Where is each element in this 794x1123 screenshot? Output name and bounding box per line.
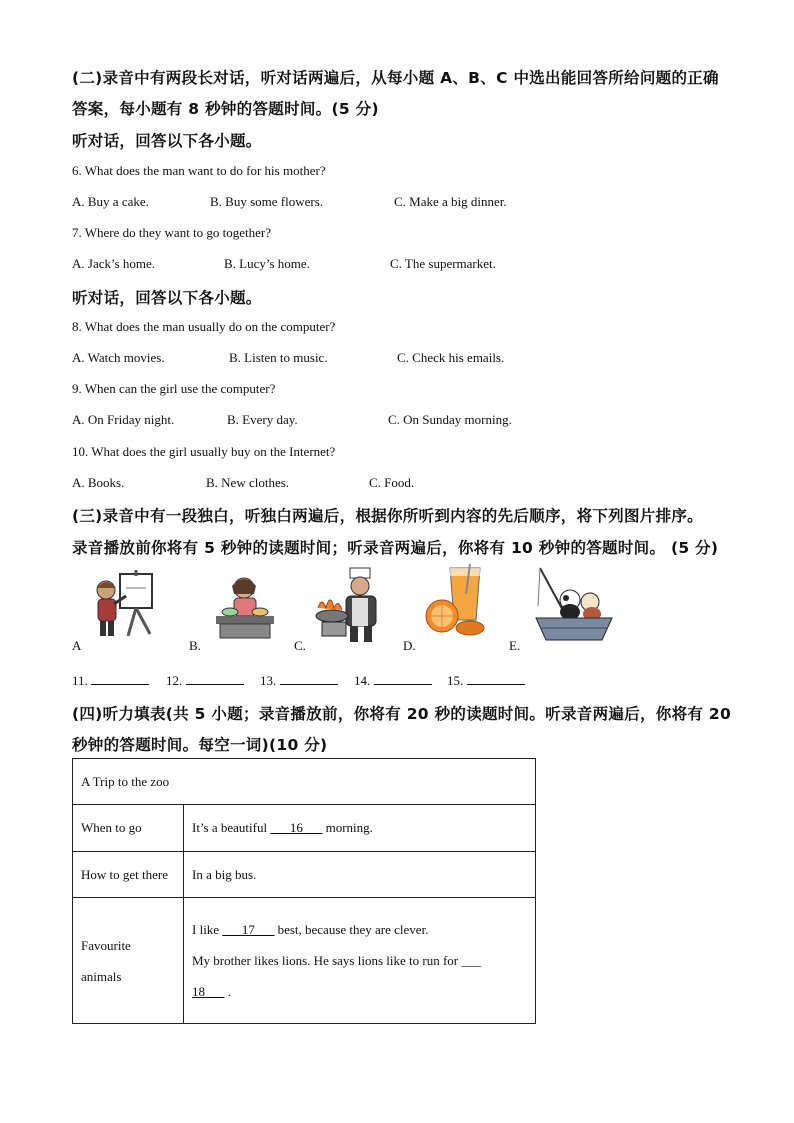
- question-6: 6. What does the man want to do for his mother?: [72, 163, 326, 178]
- section2-heading-line1: (二)录音中有两段长对话，听对话两遍后，从每小题 A、B、C 中选出能回答所给问题的正确: [72, 69, 719, 87]
- section2-heading-line2: 答案，每小题有 8 秒钟的答题时间。(5 分): [72, 100, 379, 118]
- question-9: 9. When can the girl use the computer?: [72, 381, 276, 396]
- answer-blank-16[interactable]: ___16___: [270, 820, 323, 835]
- row-label-animals: Favourite animals: [73, 898, 184, 1024]
- orange-juice-icon: [420, 564, 492, 642]
- picture-label-e: E.: [509, 638, 521, 653]
- section3-heading-line2: 录音播放前你将有 5 秒钟的读题时间；听录音两遍后，你将有 10 秒钟的答题时间。 (5 分): [72, 539, 719, 557]
- q8-option-a: A. Watch movies.: [72, 350, 165, 365]
- q10-option-b: B. New clothes.: [206, 475, 290, 490]
- table-title: A Trip to the zoo: [73, 759, 536, 805]
- q6-option-a: A. Buy a cake.: [72, 194, 149, 209]
- question-8: 8. What does the man usually do on the computer?: [72, 319, 336, 334]
- answer-blank-15[interactable]: 15.: [447, 672, 525, 689]
- q7-option-a: A. Jack’s home.: [72, 256, 156, 271]
- q6-option-b: B. Buy some flowers.: [210, 194, 324, 209]
- q8-option-c: C. Check his emails.: [397, 350, 505, 365]
- animals-boat-icon: [530, 566, 616, 650]
- chef-cooking-icon: [312, 566, 384, 648]
- q10-option-a: A. Books.: [72, 475, 125, 490]
- row-label-when: When to go: [73, 805, 184, 852]
- q7-option-b: B. Lucy’s home.: [224, 256, 310, 271]
- answer-blank-18[interactable]: 18___: [192, 984, 225, 999]
- q10-option-c: C. Food.: [369, 475, 415, 490]
- row-value-how: In a big bus.: [184, 852, 536, 898]
- section3-heading-line1: (三)录音中有一段独白，听独白两遍后，根据你所听到内容的先后顺序，将下列图片排序。: [72, 507, 703, 525]
- q9-option-c: C. On Sunday morning.: [388, 412, 512, 427]
- picture-label-b: B.: [189, 638, 201, 653]
- q9-option-b: B. Every day.: [227, 412, 298, 427]
- girl-painting-icon: [90, 568, 160, 644]
- row-label-how: How to get there: [73, 852, 184, 898]
- trip-info-table: [72, 758, 536, 1024]
- q9-option-a: A. On Friday night.: [72, 412, 175, 427]
- dialog2-intro: 听对话，回答以下各小题。: [72, 289, 262, 307]
- row-value-when: It’s a beautiful ___16___ morning.: [184, 805, 536, 852]
- answer-blank-14[interactable]: 14.: [354, 672, 432, 689]
- picture-label-d: D.: [403, 638, 416, 653]
- q6-option-c: C. Make a big dinner.: [394, 194, 507, 209]
- question-10: 10. What does the girl usually buy on the Internet?: [72, 444, 336, 459]
- girl-cooking-icon: [210, 572, 280, 646]
- answer-blank-13[interactable]: 13.: [260, 672, 338, 689]
- row-value-animals: I like ___17___ best, because they are clever. My brother likes lions. He says lions like to run for ___ 18___ .: [184, 898, 536, 1024]
- question-7: 7. Where do they want to go together?: [72, 225, 272, 240]
- picture-label-a: A: [72, 638, 82, 653]
- section4-heading-line2: 秒钟的答题时间。每空一词)(10 分): [72, 736, 328, 754]
- answer-blank-12[interactable]: 12.: [166, 672, 244, 689]
- q8-option-b: B. Listen to music.: [229, 350, 328, 365]
- q7-option-c: C. The supermarket.: [390, 256, 496, 271]
- picture-label-c: C.: [294, 638, 306, 653]
- dialog1-intro: 听对话，回答以下各小题。: [72, 132, 262, 150]
- section4-heading-line1: (四)听力填表(共 5 小题；录音播放前，你将有 20 秒的读题时间。听录音两遍后，你将有 20: [72, 705, 732, 723]
- answer-blank-11[interactable]: 11.: [72, 672, 149, 689]
- answer-blank-17[interactable]: ___17___: [222, 922, 275, 937]
